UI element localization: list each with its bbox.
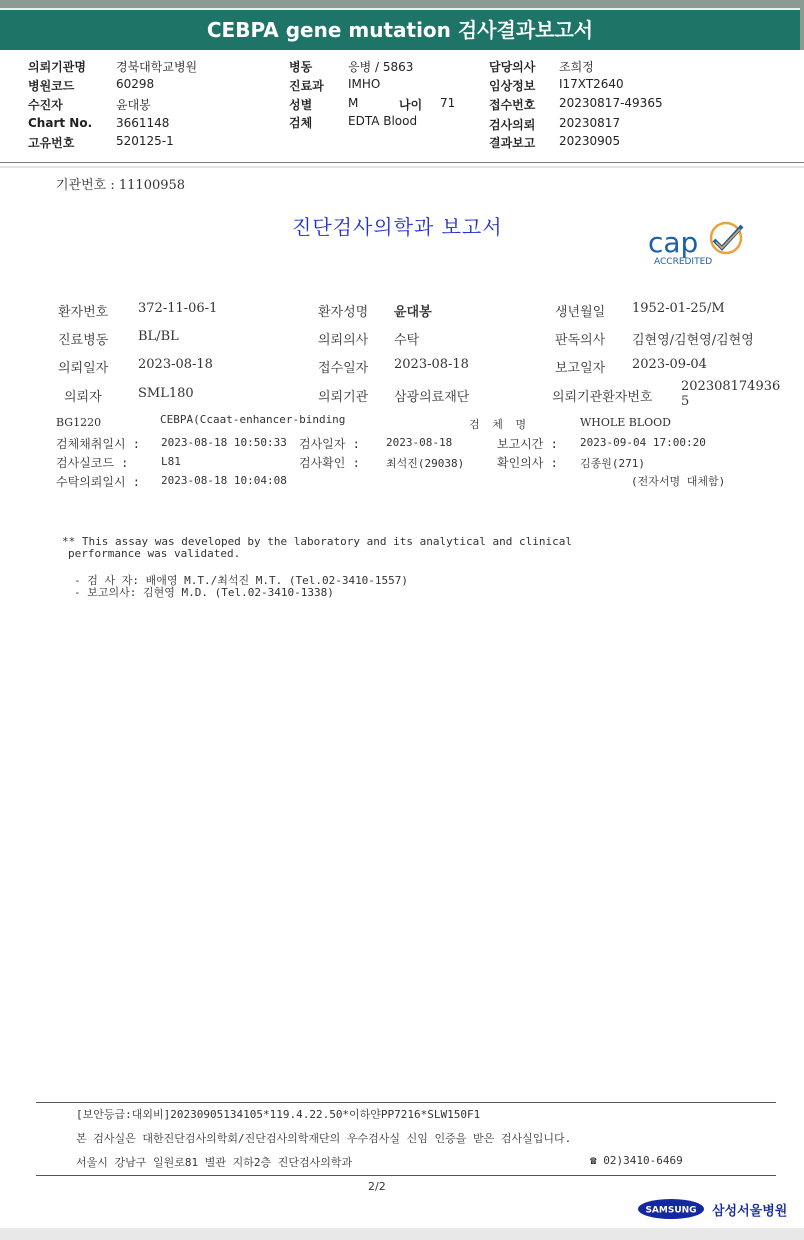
label-patient-name: 환자성명 bbox=[318, 305, 369, 320]
value-collection-time: 2023-08-18 10:50:33 bbox=[161, 436, 287, 449]
value-receipt-day: 2023-08-18 bbox=[394, 357, 469, 372]
label-requesting-institution: 의뢰기관 bbox=[318, 390, 369, 405]
lab-address: 서울시 강남구 일원로81 별관 지하2층 진단검사의학과 bbox=[76, 1156, 353, 1169]
hospital-name: 삼성서울병원 bbox=[712, 1204, 788, 1219]
label-patient: 수진자 bbox=[28, 98, 63, 112]
value-specimen: EDTA Blood bbox=[348, 114, 418, 128]
value-patient-no: 372-11-06-1 bbox=[138, 301, 218, 316]
value-result-date: 20230905 bbox=[559, 134, 621, 148]
label-receipt-day: 접수일자 bbox=[318, 361, 369, 376]
samsung-logo bbox=[638, 1198, 704, 1220]
svg-text:ACCREDITED: ACCREDITED bbox=[654, 257, 713, 267]
svg-text:SAMSUNG: SAMSUNG bbox=[645, 1205, 697, 1216]
value-requesting-institution: 삼광의료재단 bbox=[394, 390, 470, 405]
label-ward-code: 진료병동 bbox=[58, 333, 109, 348]
label-department: 진료과 bbox=[289, 79, 324, 93]
label-test-confirm: 검사확인 : bbox=[299, 456, 360, 470]
value-unique-no: 520125-1 bbox=[116, 134, 174, 148]
label-hospital-code: 병원코드 bbox=[28, 79, 75, 93]
note-line-1: ** This assay was developed by the laboratory and its analytical and clinical bbox=[62, 535, 572, 548]
lab-phone: ☎ 02)3410-6469 bbox=[590, 1154, 683, 1167]
label-request-date: 검사의뢰 bbox=[489, 118, 536, 132]
value-test-date: 2023-08-18 bbox=[386, 436, 453, 449]
security-level: [보안등급:대외비]20230905134105*119.4.22.50*이하얀PP7216*SLW150F1 bbox=[76, 1108, 481, 1121]
value-receipt-no: 20230817-49365 bbox=[559, 96, 663, 110]
label-clinical-info: 임상정보 bbox=[489, 79, 536, 93]
page-number: 2/2 bbox=[368, 1180, 386, 1193]
label-requester: 의뢰자 bbox=[64, 390, 102, 405]
label-reading-doctor: 판독의사 bbox=[555, 333, 606, 348]
reporting-doctor-line: - 보고의사: 김현영 M.D. (Tel.02-3410-1338) bbox=[74, 586, 334, 599]
label-specimen: 검체 bbox=[289, 116, 313, 130]
value-clinical-info: I17XT2640 bbox=[559, 77, 624, 91]
report-title: CEBPA gene mutation 검사결과보고서 bbox=[0, 8, 800, 50]
document-title: 진단검사의학과 보고서 bbox=[292, 215, 503, 239]
value-reading-doctor: 김현영/김현영/김현영 bbox=[632, 333, 754, 348]
label-report-day: 보고일자 bbox=[555, 361, 606, 376]
label-lab-code: 검사실코드 : bbox=[56, 456, 129, 470]
label-requesting-doctor: 의뢰의사 bbox=[318, 333, 369, 348]
test-code: BG1220 bbox=[56, 416, 102, 429]
label-patient-no: 환자번호 bbox=[58, 305, 109, 320]
label-test-date: 검사일자 : bbox=[299, 437, 360, 451]
value-institution-patient-no-suffix: 5 bbox=[681, 394, 690, 409]
value-birthdate: 1952-01-25/M bbox=[632, 301, 725, 316]
cap-logo-icon bbox=[646, 220, 750, 268]
label-birthdate: 생년월일 bbox=[555, 305, 606, 320]
test-name: CEBPA(Ccaat-enhancer-binding bbox=[160, 413, 346, 426]
value-ward-code: BL/BL bbox=[138, 329, 179, 344]
value-institution-patient-no: 202308174936 bbox=[681, 379, 781, 394]
value-report-time: 2023-09-04 17:00:20 bbox=[580, 436, 706, 449]
certification-statement: 본 검사실은 대한진단검사의학회/진단검사의학재단의 우수검사실 신임 인증을 받은 검사실입니다. bbox=[76, 1132, 572, 1145]
label-institution: 의뢰기관명 bbox=[28, 60, 86, 74]
svg-text:cap: cap bbox=[648, 226, 699, 259]
value-chart-no: 3661148 bbox=[116, 116, 170, 130]
footer-top-line bbox=[36, 1102, 776, 1103]
header-divider bbox=[0, 162, 804, 163]
value-consign-time: 2023-08-18 10:04:08 bbox=[161, 474, 287, 487]
label-collection-time: 검체채취일시 : bbox=[56, 437, 141, 451]
e-signature-note: (전자서명 대체함) bbox=[631, 475, 726, 488]
label-specimen-name: 검 체 명 bbox=[469, 418, 530, 431]
samsung-logo-icon bbox=[638, 1198, 704, 1220]
label-doctor: 담당의사 bbox=[489, 60, 536, 74]
institution-number: 기관번호 : 11100958 bbox=[56, 178, 186, 193]
value-request-date: 20230817 bbox=[559, 116, 621, 130]
value-requester: SML180 bbox=[138, 386, 194, 401]
label-result-date: 결과보고 bbox=[489, 136, 536, 150]
value-report-day: 2023-09-04 bbox=[632, 357, 707, 372]
label-consign-time: 수탁의뢰일시 : bbox=[56, 475, 141, 489]
value-ward: 응병 / 5863 bbox=[348, 60, 414, 74]
label-unique-no: 고유번호 bbox=[28, 136, 75, 150]
label-ward: 병동 bbox=[289, 60, 313, 74]
label-request-day: 의뢰일자 bbox=[58, 361, 109, 376]
value-lab-code: L81 bbox=[161, 455, 181, 468]
label-confirm-doctor: 확인의사 : bbox=[497, 456, 558, 470]
value-age: 71 bbox=[440, 96, 456, 110]
value-confirm-doctor: 김종원(271) bbox=[580, 457, 645, 470]
value-patient-name: 윤대봉 bbox=[394, 305, 432, 320]
label-report-time: 보고시간 : bbox=[497, 437, 558, 451]
value-patient: 윤대봉 bbox=[116, 98, 151, 112]
bottom-strip bbox=[0, 1228, 804, 1240]
tester-line: - 검 사 자: 배애영 M.T./최석진 M.T. (Tel.02-3410-1557) bbox=[74, 574, 409, 587]
label-chart-no: Chart No. bbox=[28, 116, 93, 130]
header-divider-shadow bbox=[0, 166, 804, 168]
value-requesting-doctor: 수탁 bbox=[394, 333, 420, 348]
cap-accredited-logo bbox=[646, 220, 750, 268]
footer-bottom-line bbox=[36, 1175, 776, 1176]
label-age: 나이 bbox=[399, 98, 423, 112]
value-institution: 경북대학교병원 bbox=[116, 60, 198, 74]
value-doctor: 조희정 bbox=[559, 60, 594, 74]
value-sex: M bbox=[348, 96, 359, 110]
value-specimen-name: WHOLE BLOOD bbox=[580, 416, 671, 429]
value-department: IMHO bbox=[348, 77, 381, 91]
value-test-confirm: 최석진(29038) bbox=[386, 457, 465, 470]
note-line-2: performance was validated. bbox=[68, 547, 241, 560]
label-receipt-no: 접수번호 bbox=[489, 98, 536, 112]
value-hospital-code: 60298 bbox=[116, 77, 155, 91]
label-institution-patient-no: 의뢰기관환자번호 bbox=[552, 390, 653, 405]
value-request-day: 2023-08-18 bbox=[138, 357, 213, 372]
label-sex: 성별 bbox=[289, 98, 313, 112]
